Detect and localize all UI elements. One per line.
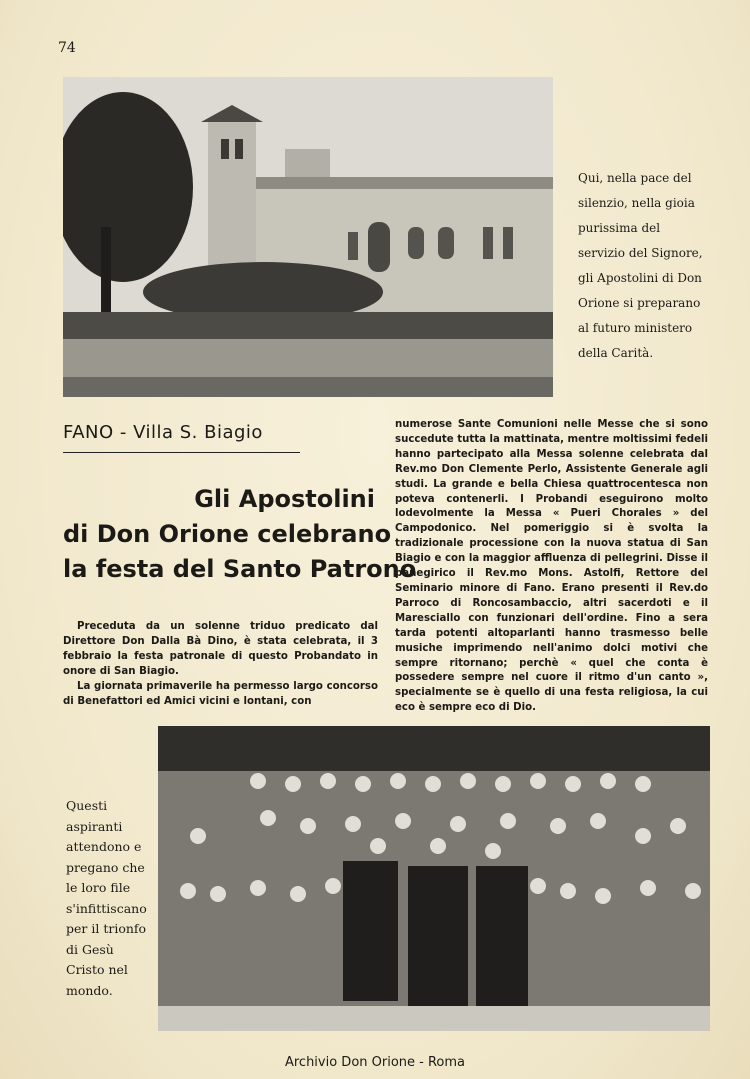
page-number: 74 xyxy=(58,40,76,56)
headline-line-2: di Don Orione celebrano xyxy=(63,520,392,548)
article-body-right xyxy=(395,418,708,716)
group-photo xyxy=(158,726,710,1031)
archive-footer: Archivio Don Orione - Roma xyxy=(284,1055,466,1070)
location-underline xyxy=(63,452,300,453)
article-headline xyxy=(63,482,417,587)
top-photo-caption: Qui, nella pace del silenzio, nella gioia purissima del servizio del Signore, gli Apostolini di Don Orione si preparano al futuro ministero della Carità. xyxy=(578,171,703,360)
headline-line-1: Gli Apostolini xyxy=(194,485,375,513)
headline-line-3: la festa del Santo Patrono xyxy=(63,555,417,583)
group-illustration xyxy=(158,726,710,1031)
paragraph-3: numerose Sante Comunioni nelle Messe che si sono succedute tutta la mattinata, mentre moltissimi fedeli hanno partecipato alla Messa solenne celebrata dal Rev.mo Don Clemente Perlo, Assistente Generale agli studi. La grande e bella Chiesa quattrocentesca non poteva contenerli. I Probandi eseguirono molto lodevolmente la Messa « Pueri Chorales » del Campodonico. Nel pomeriggio si è svolta la tradizionale processione con la nuova statua di San Biagio e con la maggior affluenza di pellegrini. Disse il panegirico il Rev.mo Mons. Astolfi, Rettore del Seminario minore di Fano. Erano presenti il Rev.do Parroco di Roncosambaccio, altri sacerdoti e il Maresciallo con funzionari dell'ordine. Fino a sera tarda potenti altoparlanti hanno trasmesso belle musiche imprimendo nell'animo dolci motivi che sempre ritornano; perchè « quel che conta è possedere sempre nel cuore il ritmo d'un canto », specialmente se è quello di una festa religiosa, la cui eco è sempre eco di Dio. xyxy=(395,419,708,714)
bottom-photo-caption: Questi aspiranti attendono e pregano che le loro file s'infittiscano per il trionfo di Gesù Cristo nel mondo. xyxy=(66,798,147,998)
villa-illustration xyxy=(63,77,553,397)
villa-photo xyxy=(63,77,553,397)
paragraph-1: Preceduta da un solenne triduo predicato dal Direttore Don Dalla Bà Dino, è stata celebrata, il 3 febbraio la festa patronale di questo Probandato in onore di San Biagio. xyxy=(63,621,378,677)
article-location: FANO - Villa S. Biagio xyxy=(63,422,263,443)
paragraph-2: La giornata primaverile ha permesso largo concorso di Benefattori ed Amici vicini e lontani, con xyxy=(63,680,378,707)
article-body-left xyxy=(63,620,378,709)
